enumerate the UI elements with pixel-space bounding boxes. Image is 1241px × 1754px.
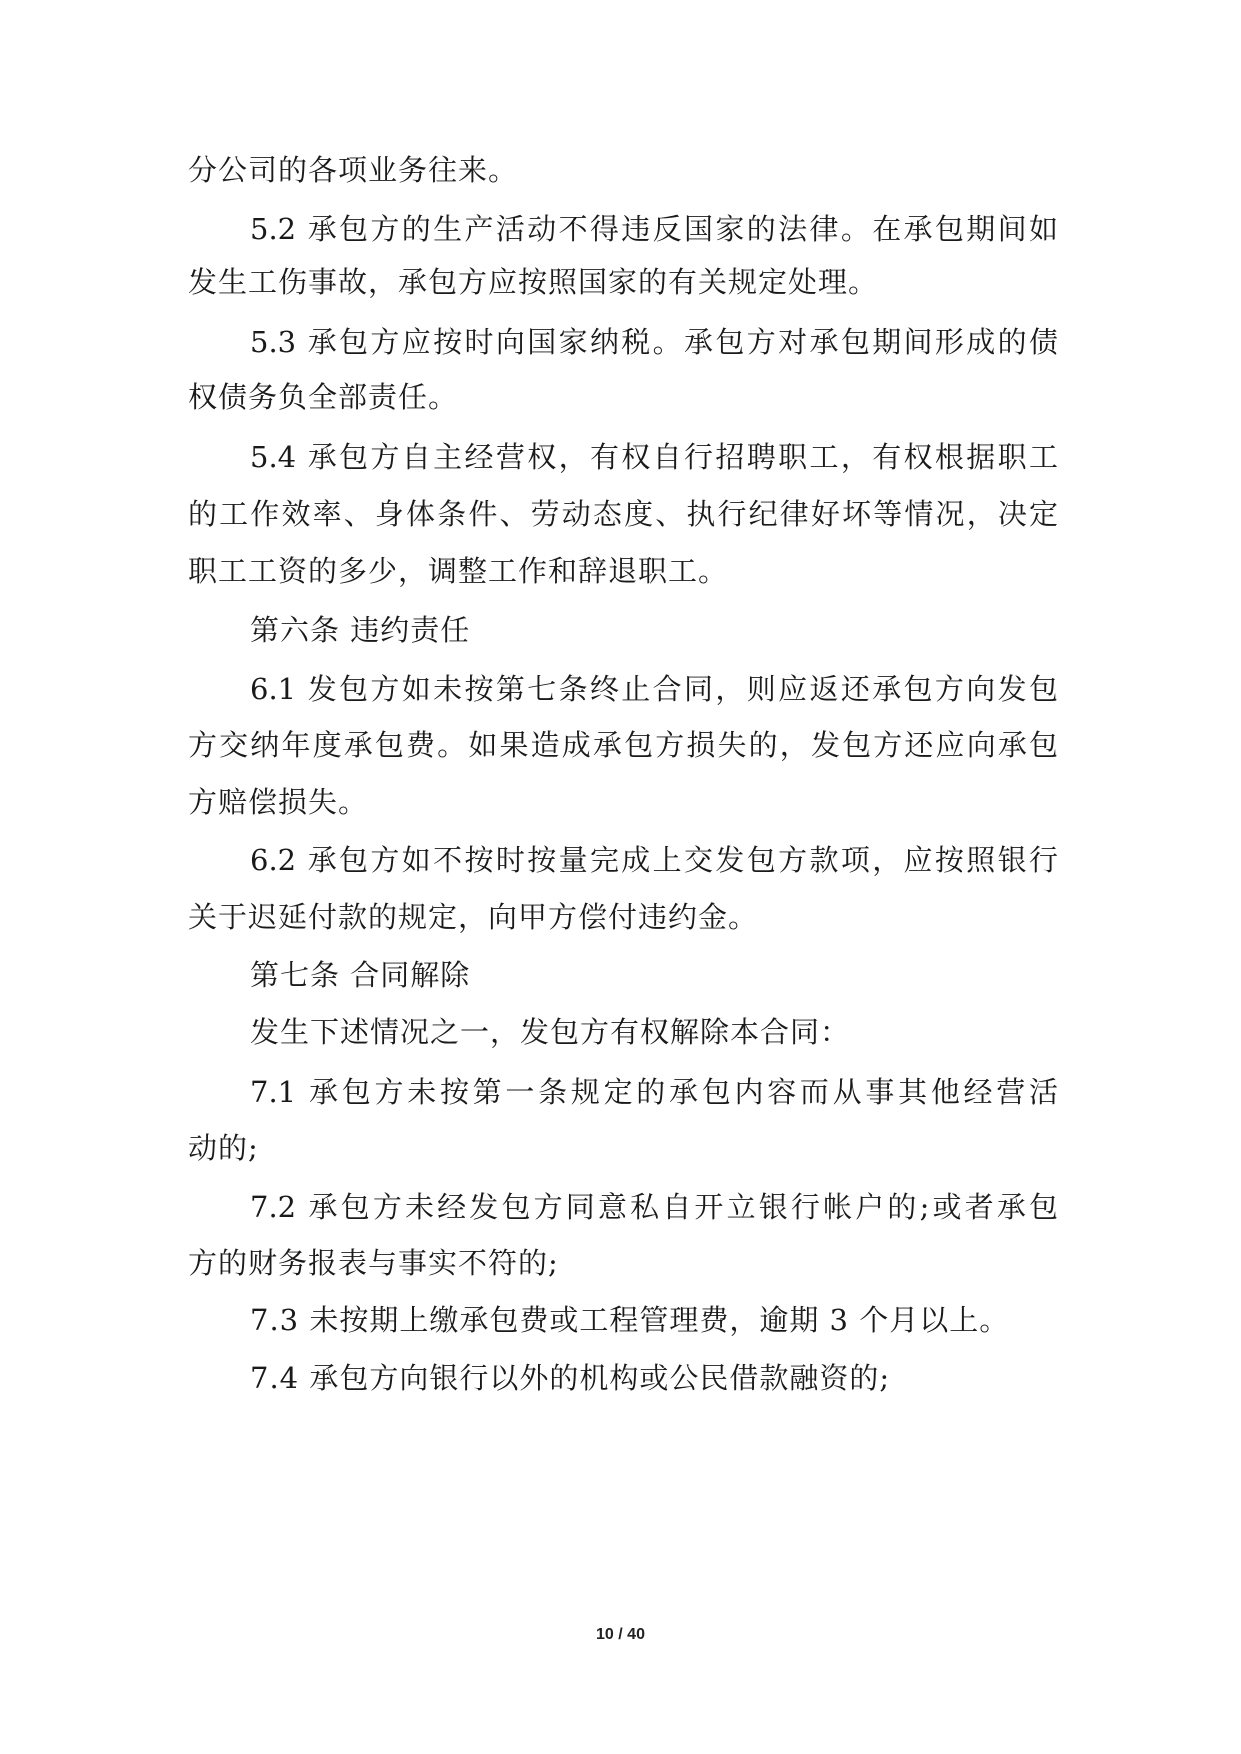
text-line: 方的财务报表与事实不符的; <box>188 1246 559 1280</box>
text-line: 发生工伤事故，承包方应按照国家的有关规定处理。 <box>188 265 879 299</box>
page-number: 10 / 40 <box>596 1626 645 1643</box>
text-line: 6.1 发包方如未按第七条终止合同，则应返还承包方向发包 <box>250 672 1058 706</box>
text-line: 7.1 承包方未按第一条规定的承包内容而从事其他经营活 <box>250 1075 1058 1109</box>
text-line: 5.4 承包方自主经营权，有权自行招聘职工，有权根据职工 <box>250 440 1058 474</box>
text-line: 5.3 承包方应按时向国家纳税。承包方对承包期间形成的债 <box>250 325 1058 359</box>
text-line: 发生下述情况之一，发包方有权解除本合同： <box>250 1015 851 1049</box>
text-line: 关于迟延付款的规定，向甲方偿付违约金。 <box>188 900 759 934</box>
text-line: 动的; <box>188 1131 259 1165</box>
section-heading: 第七条 合同解除 <box>250 958 471 992</box>
text-line: 7.3 未按期上缴承包费或工程管理费，逾期 3 个月以上。 <box>250 1303 1010 1337</box>
text-line: 方赔偿损失。 <box>188 785 369 819</box>
text-line: 6.2 承包方如不按时按量完成上交发包方款项，应按照银行 <box>250 843 1058 877</box>
text-line: 方交纳年度承包费。如果造成承包方损失的，发包方还应向承包 <box>188 728 1058 762</box>
text-line: 职工工资的多少，调整工作和辞退职工。 <box>188 554 729 588</box>
section-heading: 第六条 违约责任 <box>250 613 471 647</box>
text-line: 5.2 承包方的生产活动不得违反国家的法律。在承包期间如 <box>250 212 1058 246</box>
text-line: 分公司的各项业务往来。 <box>188 153 519 187</box>
text-line: 7.2 承包方未经发包方同意私自开立银行帐户的;或者承包 <box>250 1190 1058 1224</box>
text-line: 权债务负全部责任。 <box>188 380 459 414</box>
text-line: 7.4 承包方向银行以外的机构或公民借款融资的; <box>250 1361 891 1395</box>
text-line: 的工作效率、身体条件、劳动态度、执行纪律好坏等情况，决定 <box>188 497 1058 531</box>
